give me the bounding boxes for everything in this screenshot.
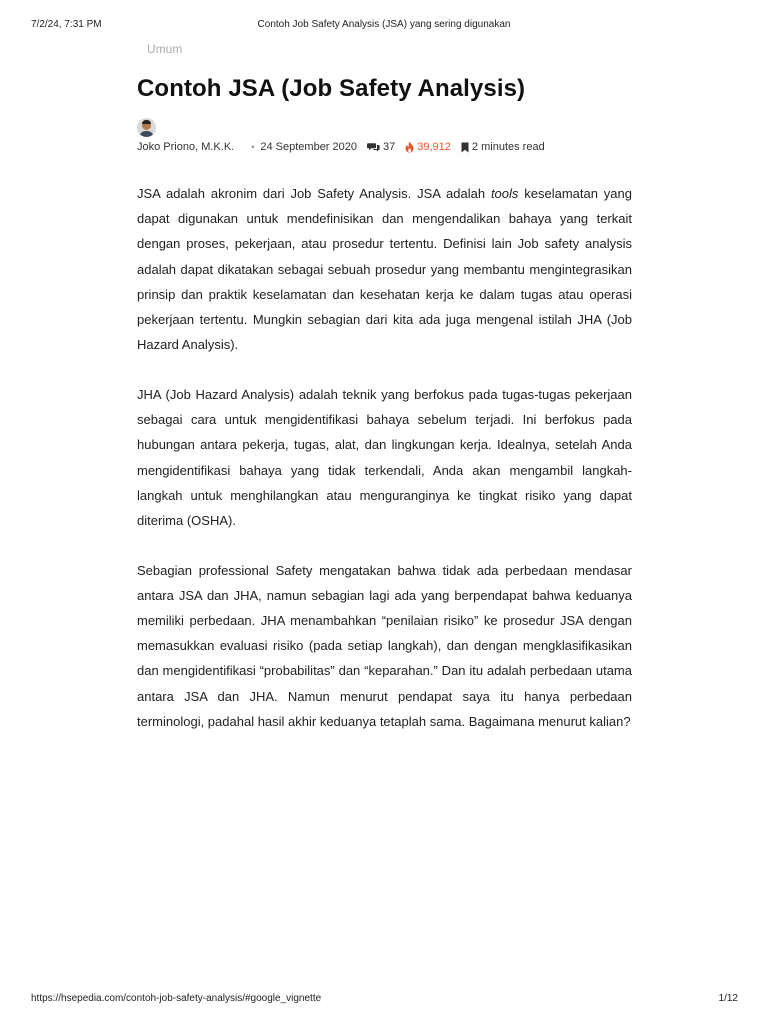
comments-icon <box>367 142 380 152</box>
print-url: https://hsepedia.com/contoh-job-safety-analysis/#google_vignette <box>31 993 322 1004</box>
paragraph-2: JHA (Job Hazard Analysis) adalah teknik yang berfokus pada tugas-tugas pekerjaan sebagai cara untuk mengidentifikasi bahaya sebelum terjadi. Ini berfokus pada hubungan antara pekerja, tugas, alat, dan lingkungan kerja. Idealnya, setelah Anda mengidentifikasi bahaya yang tidak terkendali, Anda akan mengambil langkah-langkah untuk menghilangkan atau menguranginya ke tingkat risiko yang dapat diterima (OSHA). <box>137 386 632 528</box>
article <box>137 40 632 759</box>
bookmark-icon <box>461 142 469 153</box>
print-header <box>0 19 768 33</box>
read-time: 2 minutes read <box>461 139 545 155</box>
meta-separator: • <box>251 142 255 152</box>
print-datetime: 7/2/24, 7:31 PM <box>31 19 102 30</box>
author-avatar[interactable] <box>137 118 156 137</box>
publish-date: 24 September 2020 <box>260 141 358 153</box>
article-body <box>137 181 632 734</box>
paragraph-1: JSA adalah akronim dari Job Safety Analysis. JSA adalah tools keselamatan yang dapat digunakan untuk mendefinisikan dan mengendalikan bahaya yang terkait dengan proses, pekerjaan, atau prosedur tertentu. Definisi lain Job safety analysis adalah dapat dikatakan sebagai sebuah prosedur yang membantu mengintegrasikan prinsip dan praktik keselamatan dan kesehatan kerja ke dalam tugas atau operasi pekerjaan tertentu. Mungkin sebagian dari kita ada juga mengenal istilah JHA (Job Hazard Analysis). <box>137 186 632 353</box>
category-link[interactable]: Umum <box>147 42 183 56</box>
comment-count[interactable]: 37 <box>367 139 395 155</box>
paragraph-3: Sebagian professional Safety mengatakan bahwa tidak ada perbedaan mendasar antara JSA dan JHA, namun sebagian lagi ada yang berpendapat bahwa keduanya memiliki perbedaan. JHA menambahkan “penilaian risiko” ke prosedur JSA dengan memasukkan evaluasi risiko (pada setiap langkah), dan dengan mengklasifikasikan dan mengidentifikasi “probabilitas” dan “keparahan.” Dan itu adalah perbedaan utama antara JSA dan JHA. Namun menurut pendapat saya itu hanya perbedaan terminologi, padahal hasil akhir keduanya tetaplah sama. Bagaimana menurut kalian? <box>137 562 632 729</box>
fire-icon <box>405 141 414 153</box>
print-page-number: 1/12 <box>718 993 738 1004</box>
print-document-title: Contoh Job Safety Analysis (JSA) yang sering digunakan <box>257 19 511 30</box>
article-meta <box>137 139 632 155</box>
print-footer <box>0 993 768 1007</box>
view-count: 39,912 <box>405 139 451 155</box>
article-title: Contoh JSA (Job Safety Analysis) <box>137 75 526 102</box>
author-name[interactable]: Joko Priono, M.K.K. <box>137 141 235 153</box>
emphasis-tools: tools <box>490 186 519 201</box>
